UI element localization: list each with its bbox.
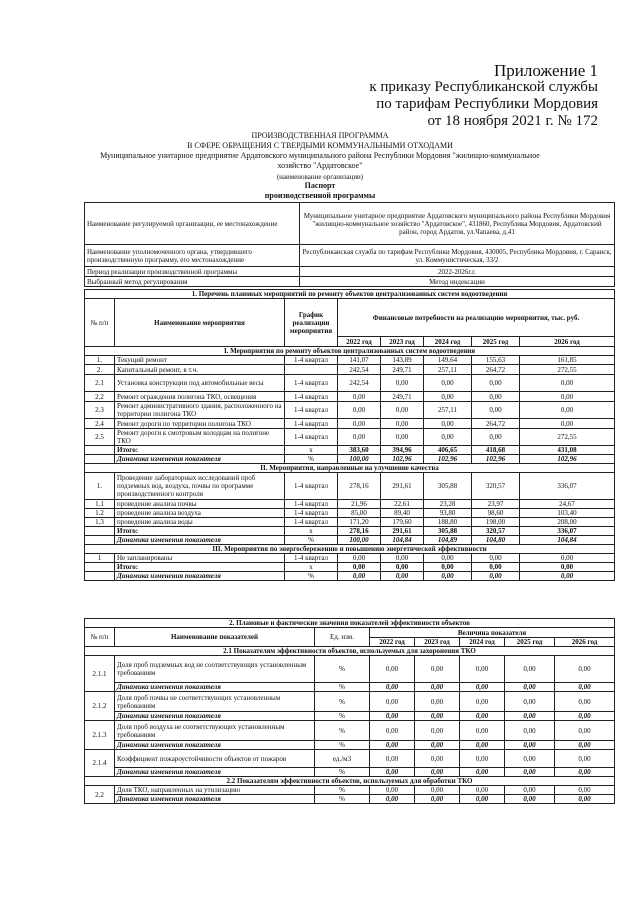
year-header: 2025 год [505,638,555,647]
value-cell: 0,00 [338,429,381,446]
value-cell: 0,00 [460,712,505,721]
col-fin-header: Финансовые потребности на реализацию мероприятия, тыс. руб. [338,299,615,337]
value-cell: 179,60 [381,518,424,527]
value-cell: 0,00 [381,554,424,563]
row-number: 1.3 [85,518,115,527]
table-row [85,392,615,402]
unit-cell: % [315,656,370,683]
value-cell: 291,61 [381,473,424,500]
value-cell: 0,00 [370,721,415,741]
value-cell: 0,00 [460,786,505,795]
value-cell: 103,40 [520,509,615,518]
year-header: 2026 год [520,337,615,347]
schedule-cell: 1-4 квартал [285,473,338,500]
value-cell: 0,00 [520,375,615,392]
value-cell: 0,00 [424,572,472,581]
value-cell: 0,00 [505,656,555,683]
value-cell: 394,96 [381,446,424,455]
row-number: 2.2 [85,786,115,804]
row-number [85,536,115,545]
value-cell: 93,80 [424,509,472,518]
row-number [85,527,115,536]
value-cell: 383,60 [338,446,381,455]
program-title: ПРОИЗВОДСТВЕННАЯ ПРОГРАММА [251,131,389,140]
passport-subtitle: производственной программы [264,191,376,200]
value-cell: 0,00 [424,429,472,446]
value-cell: 104,89 [424,536,472,545]
value-cell: 0,00 [381,402,424,419]
value-cell: 0,00 [505,741,555,750]
value-cell: 0,00 [370,692,415,712]
dynamics-row [85,455,615,464]
dynamics-label: Динамика изменения показателя [115,572,285,581]
value-cell: 278,16 [338,473,381,500]
row-number [85,455,115,464]
unit-cell: % [315,712,370,721]
table-row [85,356,615,365]
measure-name: Ремонт ограждения полигона ТКО, освещения [115,392,285,402]
table-row [85,402,615,419]
row-number: 2.1.1 [85,656,115,692]
col-schedule-header: График реализации мероприятия [285,299,338,347]
value-cell: 0,00 [424,419,472,429]
value-cell: 0,00 [555,656,615,683]
value-cell: 0,00 [370,795,415,804]
group-title: II. Мероприятия, направленные на улучшение качества [85,464,615,473]
value-cell: 22,61 [381,500,424,509]
value-cell: 0,00 [415,712,460,721]
org-name-line2: хозяйство "Ардатовское" [277,161,363,170]
value-cell: 431,08 [520,446,615,455]
value-cell: 104,80 [472,536,520,545]
value-cell: 0,00 [472,375,520,392]
value-cell: 0,00 [460,741,505,750]
row-number: 1 [85,554,115,563]
dynamics-label: Динамика изменения показателя [115,455,285,464]
value-cell: 257,11 [424,365,472,375]
year-header: 2024 год [424,337,472,347]
measure-name: Не запланированы [115,554,285,563]
value-cell: 336,07 [520,473,615,500]
year-header: 2022 год [338,337,381,347]
passport-label: Выбранный метод регулирования [85,277,300,287]
value-cell: 141,07 [338,356,381,365]
value-cell: 0,00 [370,750,415,768]
org-name-line1: Муниципальное унитарное предприятие Ардатовского муниципального района Республики Мордовия "жилищно-коммунальное [100,151,540,160]
appendix-line4: от 18 ноября 2021 г. № 172 [427,113,598,129]
passport-value: Метод индексации [300,277,615,287]
table-row [85,419,615,429]
total-row [85,527,615,536]
value-cell: 100,00 [338,455,381,464]
value-cell: 242,54 [338,375,381,392]
value-cell: 0,00 [381,419,424,429]
total-label: Итого: [115,563,285,572]
schedule-cell [285,365,338,375]
dynamics-row [85,572,615,581]
schedule-cell: х [285,527,338,536]
table-row [85,692,615,712]
value-cell: 0,00 [415,750,460,768]
table-row [85,375,615,392]
value-cell: 0,00 [555,768,615,777]
value-cell: 0,00 [555,712,615,721]
appendix-title: Приложение 1 [494,61,598,80]
value-cell: 0,00 [505,692,555,712]
value-cell: 0,00 [338,402,381,419]
value-cell: 0,00 [472,563,520,572]
value-cell: 198,00 [472,518,520,527]
value-cell: 0,00 [424,375,472,392]
passport-title: Паспорт [304,181,336,190]
value-cell: 0,00 [338,392,381,402]
value-cell: 249,71 [381,365,424,375]
value-cell: 0,00 [555,692,615,712]
measure-name: Установка конструкции под автомобильные весы [115,375,285,392]
unit-cell: % [315,683,370,692]
passport-value: Муниципальное унитарное предприятие Ардатовского муниципального района Республики Мордовия "жилищно-коммунальное хозяйство "Ардатовское", 431860, Республика Мордовия, Ардатовский район, город Ардатов, ул.Чапаева, д.41 [300,203,615,245]
year-header: 2024 год [460,638,505,647]
value-cell: 0,00 [472,402,520,419]
unit-cell: % [315,768,370,777]
schedule-cell: х [285,446,338,455]
value-cell: 85,00 [338,509,381,518]
value-cell: 257,11 [424,402,472,419]
value-cell: 0,00 [415,683,460,692]
value-cell: 0,00 [520,419,615,429]
value-cell: 0,00 [370,786,415,795]
schedule-cell: % [285,536,338,545]
col-num-header: № п/п [85,628,115,647]
measure-name: Текущий ремонт [115,356,285,365]
unit-cell: % [315,692,370,712]
year-header: 2025 год [472,337,520,347]
schedule-cell: 1-4 квартал [285,392,338,402]
value-cell: 143,89 [381,356,424,365]
dynamics-label: Динамика изменения показателя [115,683,315,692]
dynamics-row [85,741,615,750]
value-cell: 0,00 [505,768,555,777]
value-cell: 102,96 [381,455,424,464]
value-cell: 155,63 [472,356,520,365]
value-cell: 21,96 [338,500,381,509]
table-row [85,500,615,509]
value-cell: 208,00 [520,518,615,527]
value-cell: 0,00 [472,572,520,581]
schedule-cell: 1-4 квартал [285,356,338,365]
measures-table [84,289,615,581]
table-row [85,509,615,518]
table-row [85,429,615,446]
value-cell: 0,00 [520,392,615,402]
value-cell: 278,16 [338,527,381,536]
indicator-name: Доля проб почвы не соответствующих установленным требованиям [115,692,315,712]
value-cell: 0,00 [338,419,381,429]
value-cell: 0,00 [555,786,615,795]
appendix-line2: к приказу Республиканской службы [369,79,598,95]
indicators-table [84,618,615,804]
value-cell: 0,00 [505,712,555,721]
group-title: I. Мероприятия по ремонту объектов централизованных систем водоотведения [85,347,615,356]
value-cell: 0,00 [381,429,424,446]
group-title: III. Мероприятия по энергосбережению и повышению энергетической эффективности [85,545,615,554]
value-cell: 188,80 [424,518,472,527]
value-cell: 171,20 [338,518,381,527]
total-label: Итого: [115,446,285,455]
year-header: 2026 год [555,638,615,647]
value-cell: 0,00 [505,683,555,692]
value-cell: 0,00 [338,554,381,563]
value-cell: 0,00 [370,712,415,721]
value-cell: 0,00 [460,750,505,768]
dynamics-label: Динамика изменения показателя [115,795,315,804]
value-cell: 0,00 [472,392,520,402]
row-number: 1. [85,473,115,500]
appendix-line3: по тарифам Республики Мордовия [376,96,598,112]
value-cell: 104,84 [520,536,615,545]
value-cell: 0,00 [415,795,460,804]
value-cell: 0,00 [460,795,505,804]
value-cell: 320,57 [472,527,520,536]
schedule-cell: % [285,455,338,464]
table-row [85,656,615,683]
row-number: 1. [85,356,115,365]
dynamics-row [85,536,615,545]
passport-table [84,202,615,287]
value-cell: 104,84 [381,536,424,545]
appendix-header [369,62,598,130]
value-cell: 272,55 [520,365,615,375]
value-cell: 264,72 [472,419,520,429]
measure-name: проведение анализа почвы [115,500,285,509]
schedule-cell: 1-4 квартал [285,509,338,518]
unit-cell: ед./м3 [315,750,370,768]
passport-label: Наименование регулируемой организации, ее местонахождение [85,203,300,245]
value-cell: 0,00 [424,554,472,563]
value-cell: 272,55 [520,429,615,446]
value-cell: 0,00 [555,741,615,750]
value-cell: 0,00 [555,750,615,768]
subsection-title: 2.2 Показателям эффективности объектов, используемых для обработки ТКО [85,777,615,786]
table-row [85,554,615,563]
value-cell: 0,00 [370,656,415,683]
value-cell: 0,00 [472,429,520,446]
value-cell: 0,00 [338,563,381,572]
value-cell: 0,00 [338,572,381,581]
value-cell: 0,00 [370,768,415,777]
table-row [85,518,615,527]
col-name-header: Наименование показателей [115,628,315,647]
schedule-cell: х [285,563,338,572]
table-row [85,786,615,795]
schedule-cell: 1-4 квартал [285,500,338,509]
value-cell: 0,00 [520,554,615,563]
dynamics-row [85,795,615,804]
value-cell: 418,68 [472,446,520,455]
value-cell: 264,72 [472,365,520,375]
table-row [85,473,615,500]
value-cell: 0,00 [424,392,472,402]
total-row [85,563,615,572]
row-number [85,446,115,455]
section2-title: 2. Плановые и фактические значения показателей эффективности объектов [85,619,615,628]
dynamics-row [85,768,615,777]
year-header: 2023 год [381,337,424,347]
unit-cell: % [315,786,370,795]
passport-label: Период реализации производственной программы [85,267,300,277]
value-cell: 305,88 [424,527,472,536]
dynamics-label: Динамика изменения показателя [115,712,315,721]
col-num-header: № п/п [85,299,115,347]
row-number: 2.1.3 [85,721,115,750]
total-row [85,446,615,455]
value-cell: 0,00 [555,721,615,741]
value-cell: 0,00 [520,402,615,419]
value-cell: 0,00 [520,572,615,581]
value-cell: 0,00 [381,572,424,581]
schedule-cell: % [285,572,338,581]
measure-name: Ремонт дороги к смотровым колодцам на полигоне ТКО [115,429,285,446]
passport-value: 2022-2026г.г. [300,267,615,277]
value-cell: 291,61 [381,527,424,536]
schedule-cell: 1-4 квартал [285,375,338,392]
table-row [85,721,615,741]
value-cell: 23,28 [424,500,472,509]
value-cell: 149,64 [424,356,472,365]
value-cell: 305,88 [424,473,472,500]
value-cell: 0,00 [415,741,460,750]
value-cell: 24,67 [520,500,615,509]
schedule-cell: 1-4 квартал [285,402,338,419]
schedule-cell: 1-4 квартал [285,419,338,429]
value-cell: 0,00 [460,768,505,777]
dynamics-label: Динамика изменения показателя [115,768,315,777]
value-cell: 0,00 [415,656,460,683]
value-cell: 0,00 [415,768,460,777]
passport-label: Наименование уполномоченного органа, утвердившего производственную программу, его местонахождение [85,245,300,267]
unit-cell: % [315,795,370,804]
table-row [85,365,615,375]
value-cell: 0,00 [424,563,472,572]
value-cell: 100,00 [338,536,381,545]
unit-cell: % [315,741,370,750]
value-cell: 98,60 [472,509,520,518]
value-cell: 0,00 [505,795,555,804]
value-cell: 0,00 [505,786,555,795]
value-cell: 102,96 [424,455,472,464]
row-number: 2.1 [85,375,115,392]
col-unit-header: Ед. изм. [315,628,370,647]
value-cell: 0,00 [370,683,415,692]
value-cell: 23,97 [472,500,520,509]
measure-name: проведение анализа воды [115,518,285,527]
program-sphere: В СФЕРЕ ОБРАЩЕНИЯ С ТВЕРДЫМИ КОММУНАЛЬНЫМИ ОТХОДАМИ [187,141,453,150]
value-cell: 0,00 [505,750,555,768]
value-cell: 161,85 [520,356,615,365]
unit-cell: % [315,721,370,741]
value-cell: 0,00 [415,692,460,712]
value-cell: 102,96 [520,455,615,464]
value-cell: 0,00 [460,692,505,712]
row-number: 1.2 [85,509,115,518]
value-cell: 0,00 [370,741,415,750]
row-number [85,563,115,572]
measure-name: проведение анализа воздуха [115,509,285,518]
row-number: 2. [85,365,115,375]
row-number: 2.1.4 [85,750,115,777]
row-number: 1.1 [85,500,115,509]
passport-value: Республиканская служба по тарифам Республики Мордовия, 430005, Республика Мордовия, г. Саранск, ул. Коммунистическая, 33/2 [300,245,615,267]
value-cell: 0,00 [555,683,615,692]
table-row [85,750,615,768]
indicator-name: Доля проб подземных вод не соответствующих установленным требованиям [115,656,315,683]
row-number: 2.4 [85,419,115,429]
value-cell: 0,00 [460,656,505,683]
total-label: Итого: [115,527,285,536]
value-cell: 249,71 [381,392,424,402]
value-cell: 0,00 [415,786,460,795]
measure-name: Капитальный ремонт, в т.ч. [115,365,285,375]
indicator-name: Коэффициент пожароустойчивости объектов от пожаров [115,750,315,768]
value-cell: 0,00 [555,795,615,804]
value-cell: 0,00 [381,375,424,392]
value-cell: 336,07 [520,527,615,536]
col-value-header: Величина показателя [370,628,615,638]
year-header: 2022 год [370,638,415,647]
value-cell: 0,00 [520,563,615,572]
row-number [85,572,115,581]
value-cell: 0,00 [381,563,424,572]
row-number: 2.2 [85,392,115,402]
dynamics-row [85,683,615,692]
value-cell: 406,65 [424,446,472,455]
section1-title: 1. Перечень плановых мероприятий по ремонту объектов централизованных систем водоотведения [85,290,615,299]
subsection-title: 2.1 Показателям эффективности объектов, используемых для захоронения ТКО [85,647,615,656]
row-number: 2.5 [85,429,115,446]
dynamics-label: Динамика изменения показателя [115,536,285,545]
dynamics-row [85,712,615,721]
indicator-name: Доля ТКО, направленных на утилизацию [115,786,315,795]
value-cell: 89,40 [381,509,424,518]
org-caption: (наименование организации) [276,173,364,181]
value-cell: 0,00 [460,721,505,741]
measure-name: Ремонт дороги по территории полигона ТКО [115,419,285,429]
measure-name: Проведение лабораторных исследований проб подземных вод, воздуха, почвы по программе производственного контроля [115,473,285,500]
value-cell: 102,96 [472,455,520,464]
value-cell: 320,57 [472,473,520,500]
value-cell: 0,00 [460,683,505,692]
col-name-header: Наименование мероприятия [115,299,285,347]
row-number: 2.3 [85,402,115,419]
schedule-cell: 1-4 квартал [285,554,338,563]
indicator-name: Доля проб воздуха не соответствующих установленным требованиям [115,721,315,741]
row-number: 2.1.2 [85,692,115,721]
year-header: 2023 год [415,638,460,647]
measure-name: Ремонт административного здания, расположенного на территории полигона ТКО [115,402,285,419]
value-cell: 242,54 [338,365,381,375]
value-cell: 0,00 [415,721,460,741]
dynamics-label: Динамика изменения показателя [115,741,315,750]
value-cell: 0,00 [505,721,555,741]
schedule-cell: 1-4 квартал [285,518,338,527]
schedule-cell: 1-4 квартал [285,429,338,446]
value-cell: 0,00 [472,554,520,563]
